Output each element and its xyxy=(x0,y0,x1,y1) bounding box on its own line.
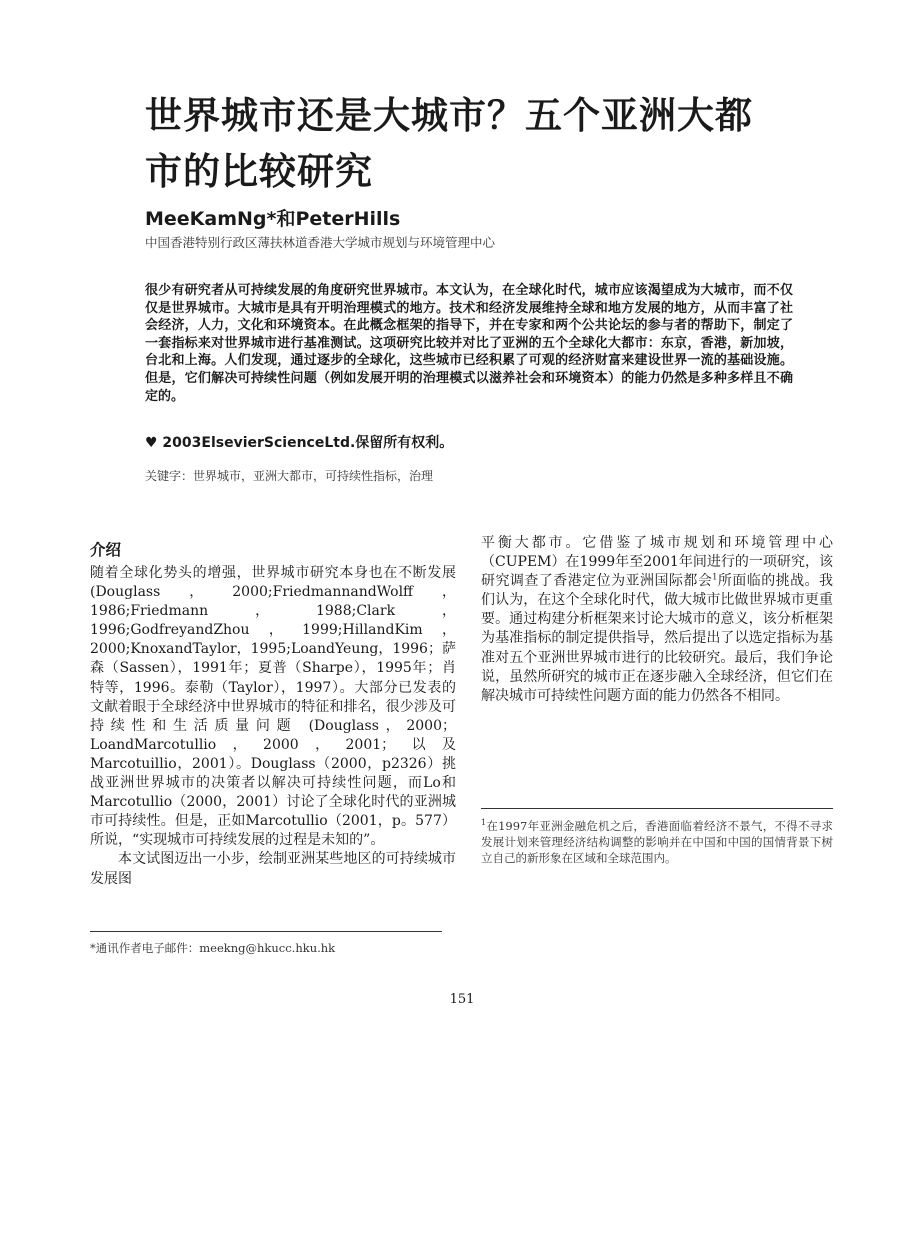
footnote-divider-right xyxy=(481,808,833,809)
footnote-right-mark: 1 xyxy=(481,818,487,828)
authors: MeeKamNg*和PeterHills xyxy=(145,208,401,230)
section-heading: 介绍 xyxy=(90,541,122,559)
footnote-marker: 1 xyxy=(712,572,718,582)
copyright-notice: ♥ 2003ElsevierScienceLtd.保留所有权利。 xyxy=(145,435,454,451)
footnote-right xyxy=(481,818,833,866)
affiliation: 中国香港特别行政区薄扶林道香港大学城市规划与环境管理中心 xyxy=(145,235,496,250)
paper-title: 世界城市还是大城市？五个亚洲大都市的比较研究 xyxy=(145,94,753,193)
page-number: 151 xyxy=(449,992,475,1007)
right-column xyxy=(481,534,833,706)
footnote-right-text: 在1997年亚洲金融危机之后，香港面临着经济不景气，不得不寻求发展计划来管理经济结构调整的影响并在中国和中国的国情背景下树立自己的新形象在区域和全球范围内。 xyxy=(481,819,833,865)
left-paragraph-2: 本文试图迈出一小步，绘制亚洲某些地区的可持续城市发展图 xyxy=(90,851,456,887)
abstract: 很少有研究者从可持续发展的角度研究世界城市。本文认为，在全球化时代，城市应该渴望成为大城市，而不仅仅是世界城市。大城市是具有开明治理模式的地方。技术和经济发展维持全球和地方发展的地方，从而丰富了社会经济，人力，文化和环境资本。在此概念框架的指导下，并在专家和两个公共论坛的参与者的帮助下，制定了一套指标来对世界城市进行基准测试。这项研究比较并对比了亚洲的五个全球化大都市：东京，香港，新加坡，台北和上海。人们发现，通过逐步的全球化，这些城市已经积累了可观的经济财富来建设世界一流的基础设施。但是，它们解决可持续性问题（例如发展开明的治理模式以滋养社会和环境资本）的能力仍然是多种多样且不确定的。 xyxy=(145,283,793,404)
footnote-divider-left xyxy=(90,931,442,932)
right-paragraph-part-2: 所面临的挑战。我们认为，在这个全球化时代，做大城市比做世界城市更重要。通过构建分析框架来讨论大城市的意义，该分析框架为基准指标的制定提供指导，然后提出了以选定指标为基准对五个亚洲世界城市进行的比较研究。最后，我们争论说，虽然所研究的城市正在逐步融入全球经济，但它们在解决城市可持续性问题方面的能力仍然各不相同。 xyxy=(481,573,834,704)
left-column xyxy=(90,564,456,889)
left-paragraph-1: 随着全球化势头的增强，世界城市研究本身也在不断发展 (Douglass，2000;FriedmannandWolff，1986;Friedmann，1988;Clark，1996;GodfreyandZhou，1999;HillandKim，2000;KnoxandTaylor，1995;LoandYeung，1996；萨森（Sassen），1991年；夏普（Sharpe），1995年；肖特等，1996。泰勒（Taylor），1997）。大部分已发表的文献着眼于全球经济中世界城市的特征和排名，很少涉及可持续性和生活质量问题 (Douglass，2000；LoandMarcotullio，2000，2001；以及Marcotuillio，2001）。Douglass（2000，p2326）挑战亚洲世界城市的决策者以解决可持续性问题，而Lo和Marcotullio（2000，2001）讨论了全球化时代的亚洲城市可持续性。但是，正如Marcotullio（2001，p。577）所说，“实现城市可持续发展的过程是未知的”。 xyxy=(90,565,456,849)
keywords: 关键字：世界城市，亚洲大都市，可持续性指标，治理 xyxy=(145,469,434,483)
right-paragraph-part-1: 平衡大都市。它借鉴了城市规划和环境管理中心（CUPEM）在1999年至2001年间进行的一项研究，该研究调查了香港定位为亚洲国际都会 xyxy=(481,535,833,590)
right-paragraph xyxy=(481,534,833,706)
footnote-left: *通讯作者电子邮件：meekng@hkucc.hku.hk xyxy=(90,941,336,955)
